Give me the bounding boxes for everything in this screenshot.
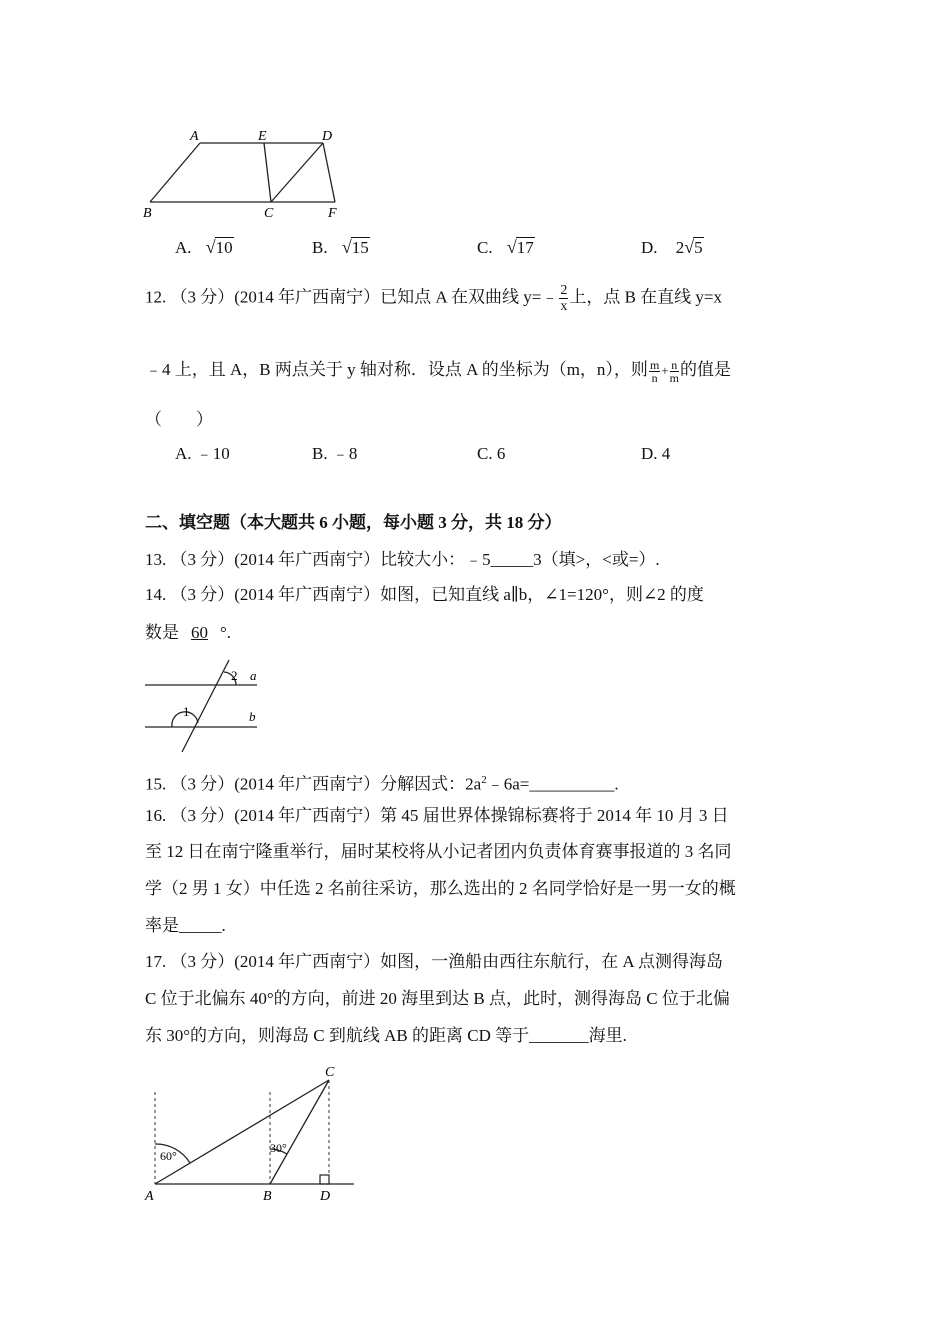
q11-option-c[interactable] xyxy=(477,235,535,260)
q11-option-d[interactable] xyxy=(641,235,704,260)
label-C: C xyxy=(264,206,274,221)
numerator: m xyxy=(649,357,660,372)
q15-text-b: ﹣6a=__________. xyxy=(486,774,619,794)
label-A: A xyxy=(145,1189,154,1204)
radicand: 5 xyxy=(694,238,703,257)
sqrt-expression: √10 xyxy=(205,237,233,257)
q16-line-1: 16. （3 分）(2014 年广西南宁）第 45 届世界体操锦标赛将于 2014 年 10 月 3 日 xyxy=(145,806,729,825)
sqrt-expression: √17 xyxy=(506,237,534,257)
q12-option-a[interactable]: A. ﹣10 xyxy=(175,444,230,463)
q12-option-d[interactable]: D. 4 xyxy=(641,444,671,463)
q12-option-b[interactable]: B. ﹣8 xyxy=(312,444,358,463)
q12-text-d: 的值是 xyxy=(679,360,731,379)
q14-answer: 60 xyxy=(191,623,208,642)
sqrt-expression: √15 xyxy=(341,237,369,257)
radicand: 15 xyxy=(351,238,369,257)
fraction-2-over-x xyxy=(559,283,568,314)
sqrt-expression: √5 xyxy=(684,237,703,257)
q16-line-3: 学（2 男 1 女）中任选 2 名前往采访，那么选出的 2 名同学恰好是一男一女的概 xyxy=(145,879,736,898)
radicand: 10 xyxy=(215,238,233,257)
label-B: B xyxy=(263,1189,272,1204)
label-D: D xyxy=(322,129,333,144)
q14-text-b: °. xyxy=(220,623,232,642)
angle-1-label: 1 xyxy=(183,704,190,719)
angle-2-label: 2 xyxy=(231,668,238,683)
parallelogram-figure xyxy=(140,125,350,225)
denominator: x xyxy=(560,299,568,314)
q17-line-3: 东 30°的方向，则海岛 C 到航线 AB 的距离 CD 等于_______海里. xyxy=(145,1026,627,1045)
q11-option-b[interactable] xyxy=(312,235,370,260)
option-letter: D. xyxy=(641,238,658,257)
plus-sign: + xyxy=(661,363,669,378)
label-A: A xyxy=(190,129,199,144)
label-C: C xyxy=(325,1065,335,1080)
q14-line-1: 14. （3 分）(2014 年广西南宁）如图，已知直线 a∥b，∠1=120°，则∠2 的度 xyxy=(145,585,704,604)
numerator: 2 xyxy=(560,283,568,298)
label-B: B xyxy=(143,206,152,221)
angle-30-label: 30° xyxy=(270,1141,287,1155)
option-letter: B. xyxy=(312,238,328,257)
denominator: m xyxy=(669,370,679,385)
label-F: F xyxy=(328,206,337,221)
exponent: 2 xyxy=(481,774,487,786)
q12-option-c[interactable]: C. 6 xyxy=(477,444,506,463)
q12-line-1 xyxy=(145,283,722,314)
navigation-figure xyxy=(140,1062,365,1207)
q16-line-2: 至 12 日在南宁隆重举行，届时某校将从小记者团内负责体育赛事报道的 3 名同 xyxy=(145,842,732,861)
section-2-heading: 二、填空题（本大题共 6 小题，每小题 3 分，共 18 分） xyxy=(145,513,562,532)
fraction-n-over-m xyxy=(670,359,679,384)
q15-text xyxy=(145,768,619,797)
parallel-lines-figure xyxy=(140,655,270,755)
option-letter: A. xyxy=(175,238,192,257)
line-a-label: a xyxy=(250,668,257,683)
numerator: n xyxy=(671,357,678,372)
q12-line-3: （ ） xyxy=(145,410,213,429)
option-letter: C. xyxy=(477,238,493,257)
q13-text: 13. （3 分）(2014 年广西南宁）比较大小：﹣5_____3（填>，<或=）. xyxy=(145,550,660,569)
angle-60-label: 60° xyxy=(160,1149,177,1163)
denominator: n xyxy=(651,370,658,385)
fraction-m-over-n xyxy=(649,359,660,384)
q14-text-a: 数是 xyxy=(145,623,179,642)
label-E: E xyxy=(258,129,267,144)
q12-line-2 xyxy=(145,358,731,384)
q12-text-c: ﹣4 上，且 A，B 两点关于 y 轴对称．设点 A 的坐标为（m，n），则 xyxy=(145,360,648,379)
q12-text-a: 12. （3 分）(2014 年广西南宁）已知点 A 在双曲线 y=﹣ xyxy=(145,287,559,307)
q14-line-2 xyxy=(145,621,231,645)
q17-line-2: C 位于北偏东 40°的方向，前进 20 海里到达 B 点，此时，测得海岛 C 位于北偏 xyxy=(145,989,730,1008)
q15-text-a: 15. （3 分）(2014 年广西南宁）分解因式：2a xyxy=(145,774,482,794)
q11-option-a[interactable] xyxy=(175,235,234,260)
coefficient: 2 xyxy=(675,238,685,257)
label-D: D xyxy=(320,1189,331,1204)
q12-text-b: 上，点 B 在直线 y=x xyxy=(569,287,723,307)
q17-line-1: 17. （3 分）(2014 年广西南宁）如图，一渔船由西往东航行，在 A 点测得海岛 xyxy=(145,952,723,971)
q16-line-4: 率是_____. xyxy=(145,916,226,935)
radicand: 17 xyxy=(516,238,534,257)
line-b-label: b xyxy=(249,709,256,724)
